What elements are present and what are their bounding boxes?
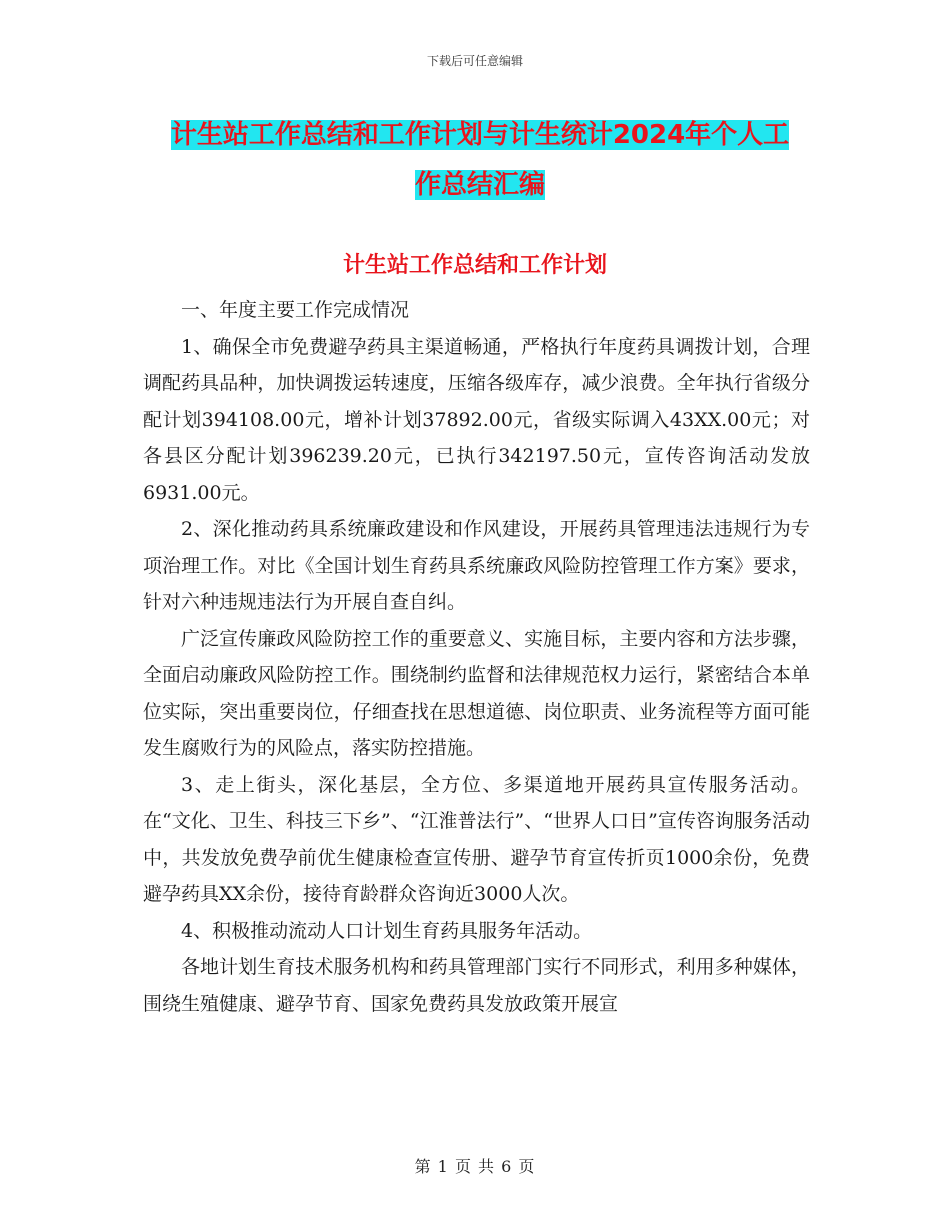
title-line-2: 作总结汇编 (414, 170, 545, 200)
document-body (143, 292, 810, 1022)
section-title: 计生站工作总结和工作计划 (342, 253, 607, 278)
paragraph: 4、积极推动流动人口计划生育药具服务年活动。 (181, 919, 593, 942)
title-line-1: 计生站工作总结和工作计划与计生统计2024年个人工 (170, 120, 790, 150)
paragraph: 1、确保全市免费避孕药具主渠道畅通，严格执行年度药具调拨计划，合理调配药具品种，加快调拨运转速度，压缩各级库存，减少浪费。全年执行省级分配计划394108.00元，增补计划37892.00元，省级实际调入43XX.00元；对各县区分配计划396239.20元，已执行342197.50元，宣传咨询活动发放6931.00元。 (143, 335, 810, 504)
paragraph: 3、走上街头，深化基层，全方位、多渠道地开展药具宣传服务活动。在“文化、卫生、科技三下乡”、“江淮普法行”、“世界人口日”宣传咨询服务活动中，共发放免费孕前优生健康检查宣传册、避孕节育宣传折页1000余份，免费避孕药具XX余份，接待育龄群众咨询近3000人次。 (143, 773, 810, 905)
paragraph: 广泛宣传廉政风险防控工作的重要意义、实施目标，主要内容和方法步骤，全面启动廉政风险防控工作。围绕制约监督和法律规范权力运行，紧密结合本单位实际，突出重要岗位，仔细查找在思想道德、岗位职责、业务流程等方面可能发生腐败行为的风险点，落实防控措施。 (143, 627, 810, 759)
document-title (140, 110, 820, 210)
paragraph: 一、年度主要工作完成情况 (181, 299, 410, 321)
page-header-note: 下载后可任意编辑 (426, 54, 523, 68)
paragraph: 2、深化推动药具系统廉政建设和作风建设，开展药具管理违法违规行为专项治理工作。对比《全国计划生育药具系统廉政风险防控管理工作方案》要求，针对六种违规违法行为开展自查自纠。 (143, 518, 810, 613)
page-number: 第 1 页 共 6 页 (414, 1157, 536, 1176)
paragraph: 各地计划生育技术服务机构和药具管理部门实行不同形式，利用多种媒体，围绕生殖健康、避孕节育、国家免费药具发放政策开展宣 (143, 956, 810, 1015)
